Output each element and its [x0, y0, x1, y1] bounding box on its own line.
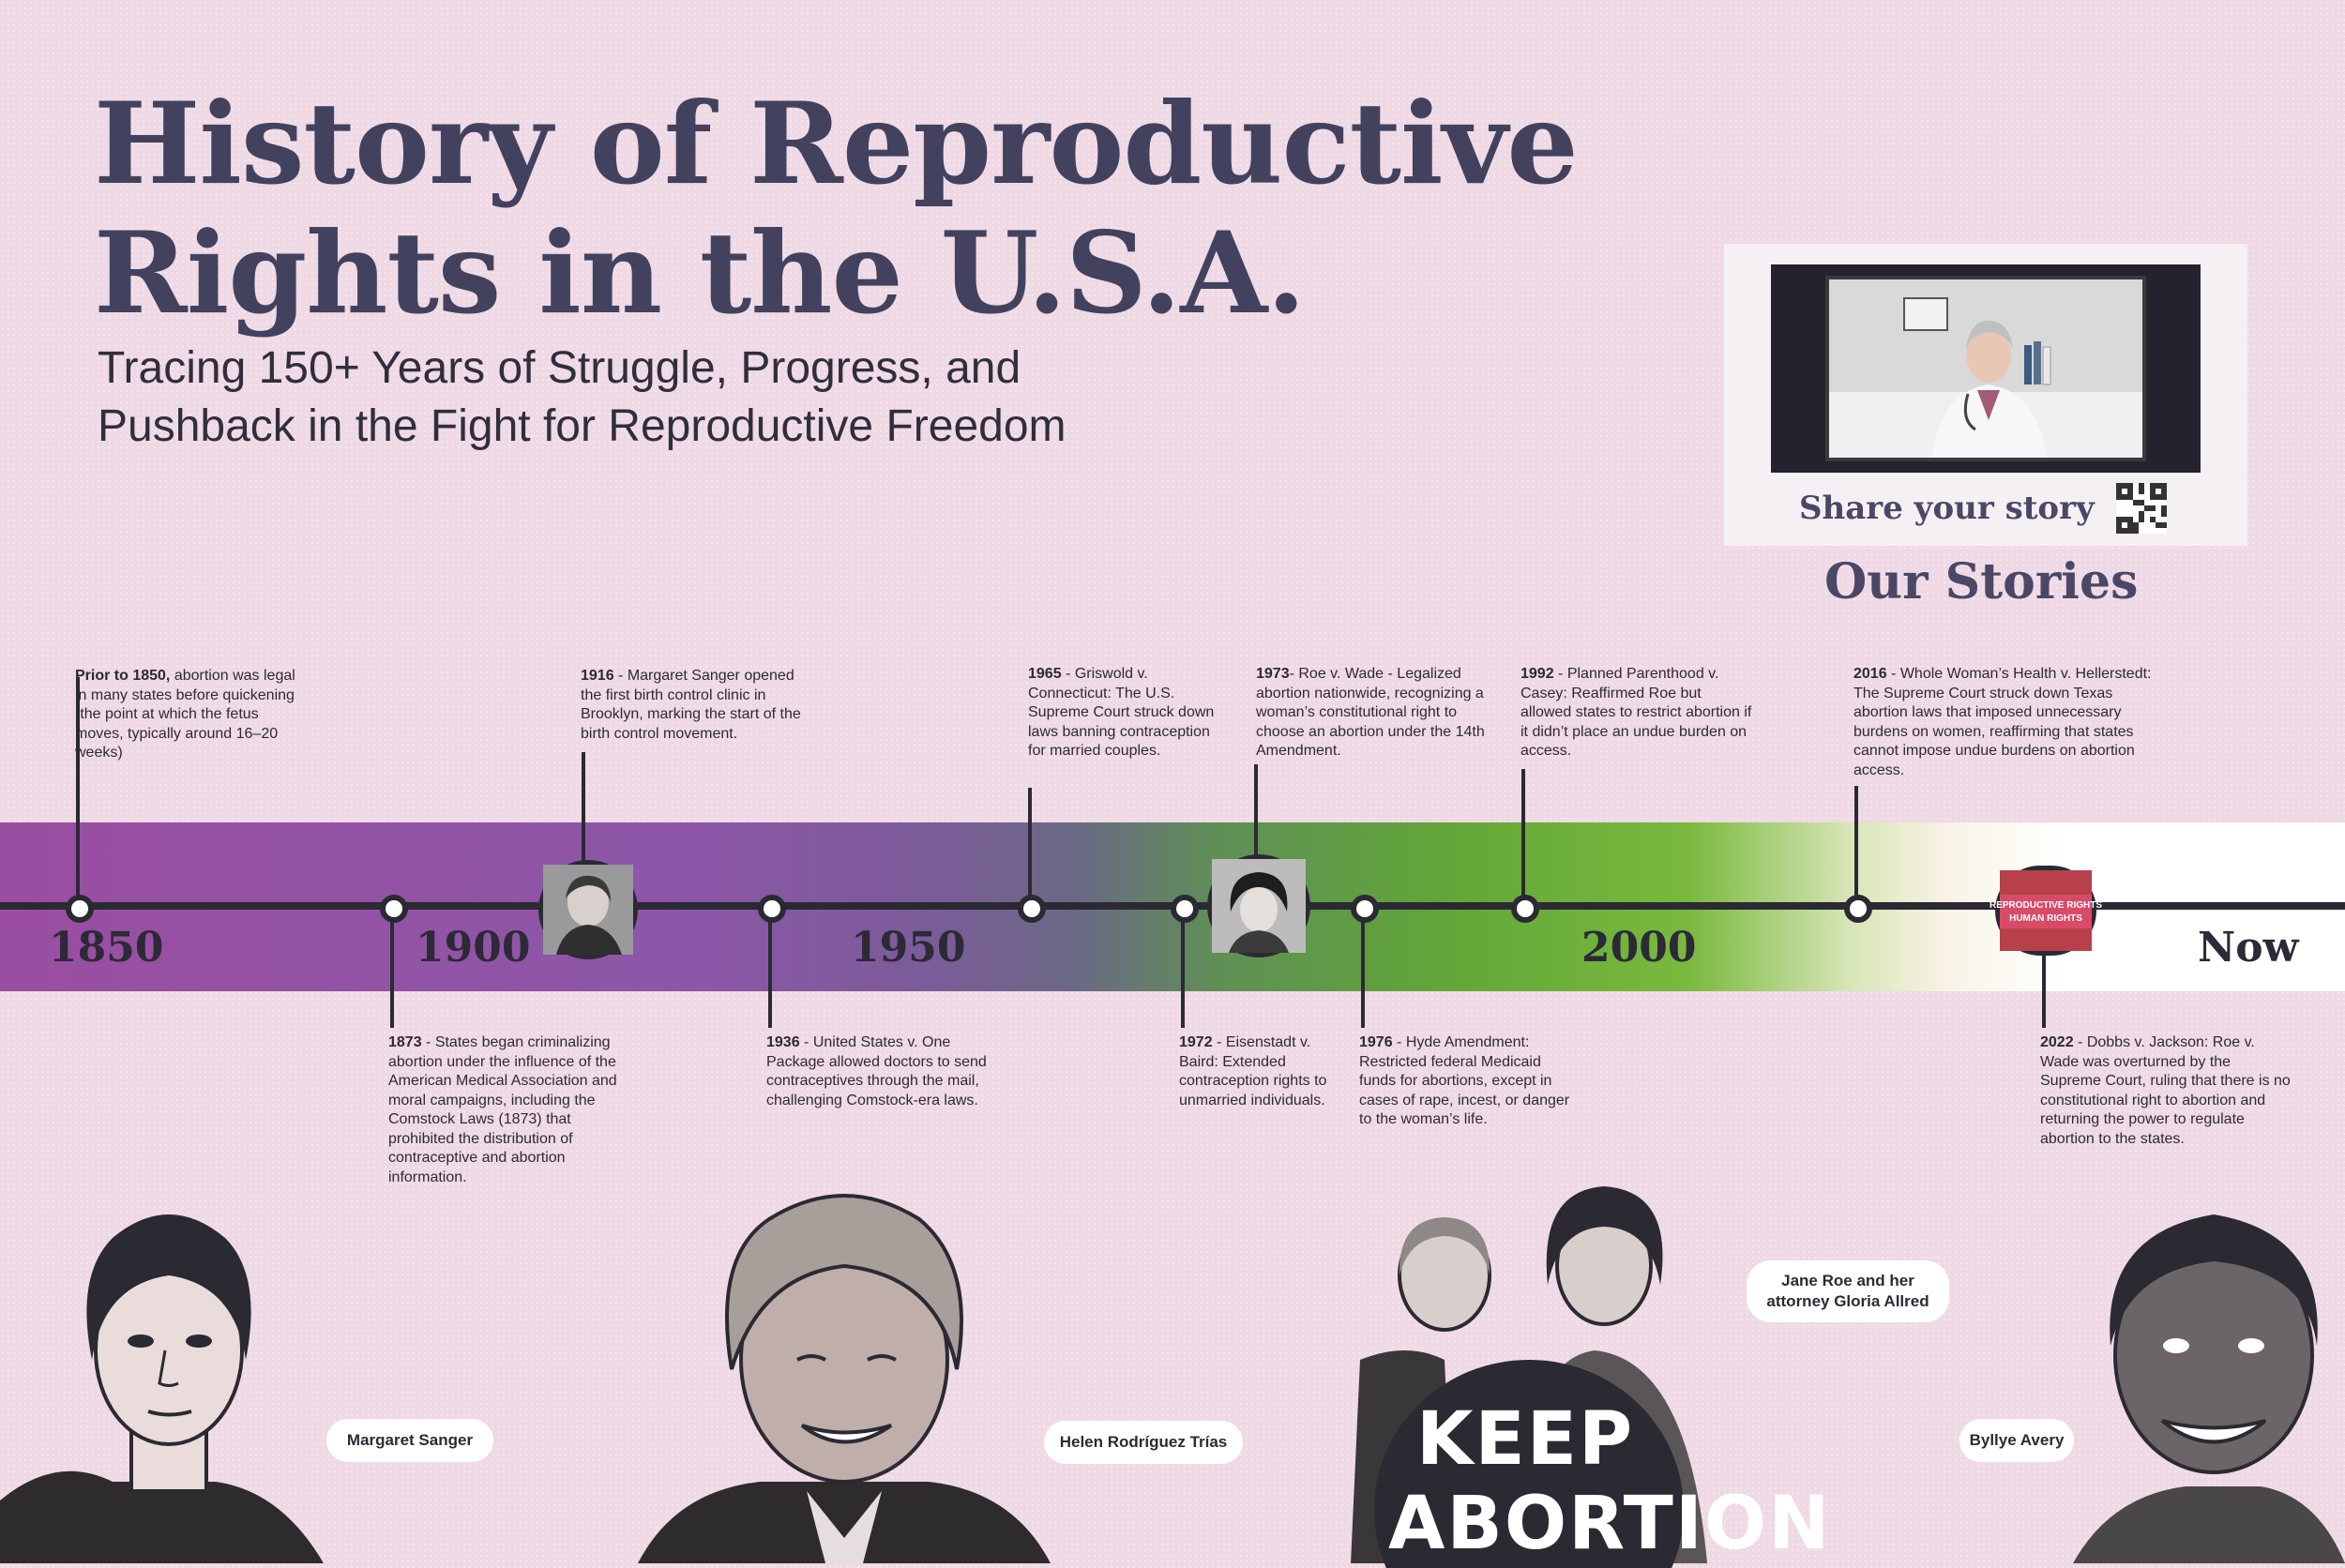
- video-thumbnail: [1825, 276, 2146, 461]
- year-label-1900: 1900: [416, 924, 531, 972]
- year-label-1850: 1850: [49, 924, 164, 972]
- doctor-video-image: [1829, 279, 2142, 458]
- event-text: - Planned Parenthood v. Casey: Reaffirmed Roe but allowed states to restrict abortion if it didn’t place an undue burden on access.: [1520, 666, 1752, 759]
- keep-sign-line-2: ABORTION: [1388, 1482, 1832, 1566]
- sanger-photo-image: [543, 865, 633, 955]
- event-text: - United States v. One Package allowed doctors to send contraceptives through the mail, challenging Comstock-era laws.: [766, 1034, 987, 1108]
- year-label-2000: 2000: [1581, 924, 1697, 972]
- stem-1965: [1028, 788, 1032, 906]
- subtitle-line-1: Tracing 150+ Years of Struggle, Progress, and: [98, 343, 1021, 393]
- portrait-jane-roe-gloria-allred: [1351, 1172, 1832, 1566]
- event-pre1850: [75, 667, 305, 763]
- timeline-dot-1965[interactable]: [1018, 895, 1046, 923]
- timeline-dot-1976[interactable]: [1351, 895, 1379, 923]
- event-2022: [2040, 1033, 2293, 1149]
- event-year: 1976: [1359, 1034, 1393, 1050]
- sign-line-1: REPRODUCTIVE RIGHTS: [1989, 900, 2103, 911]
- keep-sign-line-1: KEEP: [1416, 1397, 1635, 1482]
- event-2016: [1853, 665, 2163, 780]
- title-line-1: History of Reproductive: [94, 78, 1578, 210]
- name-label-jane-roe-gloria-allred: Jane Roe and her attorney Gloria Allred: [1747, 1260, 1949, 1322]
- event-1873: [388, 1033, 618, 1187]
- stem-1973: [1254, 764, 1258, 858]
- year-label-1950: 1950: [851, 924, 966, 972]
- title-line-2: Rights in the U.S.A.: [94, 207, 1306, 339]
- event-1936: [766, 1033, 991, 1110]
- protest-sign-image: [1989, 870, 2103, 951]
- medallion-2022-protest-photo[interactable]: [1989, 866, 2103, 956]
- event-1972: [1179, 1033, 1353, 1110]
- event-text: - Margaret Sanger opened the first birth control clinic in Brooklyn, marking the start of the birth control movement.: [581, 668, 801, 742]
- event-1976: [1359, 1033, 1570, 1130]
- stem-1976: [1361, 906, 1365, 1028]
- qr-code-icon[interactable]: [2116, 483, 2167, 534]
- our-stories-heading: Our Stories: [1824, 553, 2139, 611]
- name-label-helen-rodriguez-trias: Helen Rodríguez Trías: [1044, 1421, 1243, 1464]
- event-1992: [1520, 665, 1755, 761]
- stem-1916: [582, 752, 585, 867]
- event-text: - Griswold v. Connecticut: The U.S. Supreme Court struck down laws banning contraception for married couples.: [1028, 666, 1215, 759]
- event-year: 1973: [1256, 666, 1290, 682]
- year-label-now: Now: [2198, 924, 2299, 972]
- page-title: [94, 80, 1578, 339]
- name-label-margaret-sanger: Margaret Sanger: [326, 1419, 493, 1462]
- sign-line-2: HUMAN RIGHTS: [2009, 913, 2082, 924]
- medallion-1973-photo[interactable]: [1207, 854, 1310, 957]
- subtitle-line-2: Pushback in the Fight for Reproductive Freedom: [98, 401, 1067, 451]
- stem-1992: [1521, 769, 1525, 906]
- portrait-helen-rodriguez-trias: [619, 1172, 1088, 1563]
- event-1916: [581, 667, 815, 744]
- portrait-byllye-avery: [2073, 1177, 2345, 1563]
- video-player[interactable]: [1771, 264, 2201, 473]
- timeline-dot-pre1850[interactable]: [66, 895, 94, 923]
- event-year: 1972: [1179, 1034, 1213, 1050]
- event-year: 1916: [581, 668, 614, 684]
- timeline-dot-1873[interactable]: [380, 895, 408, 923]
- stem-2016: [1854, 786, 1858, 906]
- event-1973: [1256, 665, 1505, 761]
- event-text: - Whole Woman’s Health v. Hellerstedt: The Supreme Court struck down Texas abortion laws that imposed unnecessary burdens on women, reaffirming that states cannot impose undue burdens on abortion access.: [1853, 666, 2152, 778]
- timeline-dot-1972[interactable]: [1171, 895, 1199, 923]
- video-card[interactable]: [1724, 244, 2247, 546]
- timeline-dot-1992[interactable]: [1511, 895, 1539, 923]
- event-year: 1936: [766, 1034, 800, 1050]
- stem-1873: [390, 906, 394, 1028]
- event-text: - Roe v. Wade - Legalized abortion nationwide, recognizing a woman’s constitutional right to choose an abortion under the 14th Amendment.: [1256, 666, 1485, 759]
- timeline-dot-2016[interactable]: [1844, 895, 1872, 923]
- event-year: 2022: [2040, 1034, 2074, 1050]
- event-1965: [1028, 665, 1216, 761]
- event-year: 1873: [388, 1034, 422, 1050]
- portrait-margaret-sanger: [0, 1172, 338, 1563]
- share-story-label[interactable]: Share your story: [1799, 490, 2095, 527]
- event-text: - Hyde Amendment: Restricted federal Medicaid funds for abortions, except in cases of rape, incest, or danger to the woman’s life.: [1359, 1034, 1570, 1127]
- event-year: 1965: [1028, 666, 1062, 682]
- event-text: - States began criminalizing abortion under the influence of the American Medical Association and moral campaigns, including the Comstock Laws (1873) that prohibited the distribution of contraceptive and abortion information.: [388, 1034, 617, 1185]
- timeline-dot-1936[interactable]: [758, 895, 786, 923]
- event-text: - Dobbs v. Jackson: Roe v. Wade was overturned by the Supreme Court, ruling that there is no constitutional right to abortion and returning the power to regulate abortion to the states.: [2040, 1034, 2291, 1147]
- event-year: 1992: [1520, 666, 1554, 682]
- stem-1936: [768, 906, 772, 1028]
- stem-2022: [2042, 947, 2046, 1028]
- medallion-1916-sanger-photo[interactable]: [538, 860, 638, 959]
- name-label-byllye-avery: Byllye Avery: [1959, 1419, 2074, 1462]
- event-text: abortion was legal in many states before quickening (the point at which the fetus moves, typically around 16–20 weeks): [75, 668, 295, 761]
- page-subtitle: [98, 339, 1067, 456]
- roe-photo-image: [1212, 859, 1306, 953]
- sanger-illustration: [0, 1172, 338, 1563]
- event-year: Prior to 1850,: [75, 668, 171, 684]
- avery-illustration: [2073, 1177, 2345, 1563]
- event-text: - Eisenstadt v. Baird: Extended contraception rights to unmarried individuals.: [1179, 1034, 1327, 1108]
- stem-1972: [1181, 906, 1185, 1028]
- rodriguez-trias-illustration: [619, 1172, 1088, 1563]
- event-year: 2016: [1853, 666, 1887, 682]
